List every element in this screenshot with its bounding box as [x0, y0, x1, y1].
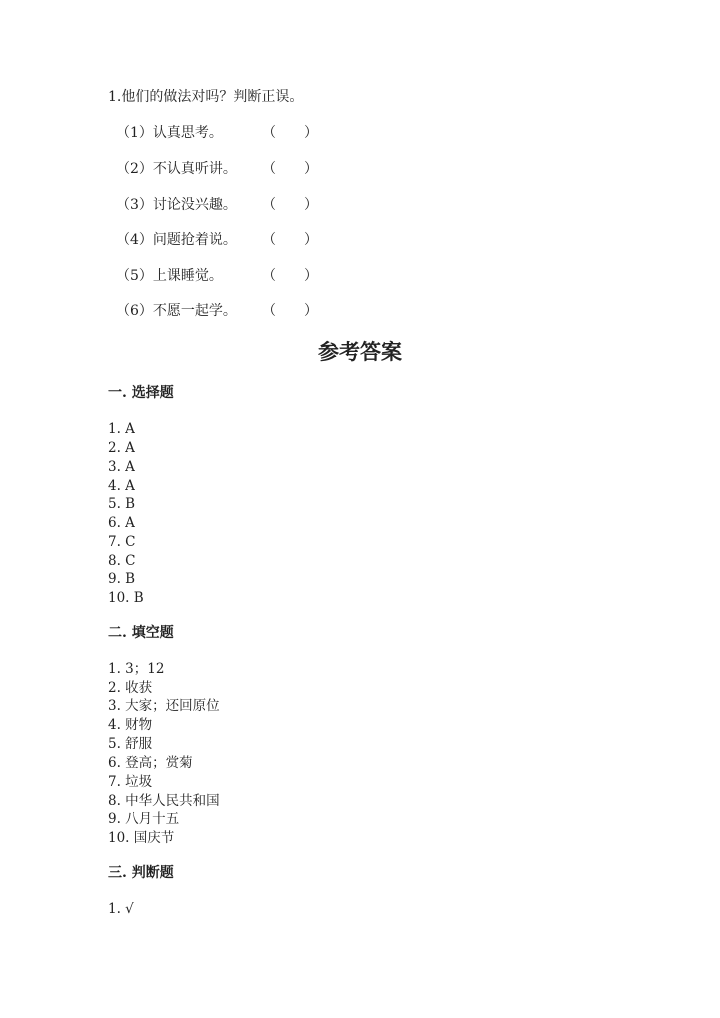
- answer-parentheses: （ ）: [262, 161, 318, 177]
- answer-line: 1. 3；12: [108, 661, 165, 677]
- answer-line: 9. 八月十五: [108, 811, 180, 827]
- answer-parentheses: （ ）: [262, 197, 318, 213]
- answer-line: 9. B: [108, 571, 136, 587]
- answer-line: 5. B: [108, 496, 136, 512]
- answer-parentheses: （ ）: [262, 232, 318, 248]
- question-item: [116, 124, 318, 142]
- answer-line: 10. 国庆节: [108, 830, 175, 846]
- answer-parentheses: （ ）: [262, 268, 318, 284]
- answer-parentheses: （ ）: [262, 303, 318, 319]
- answer-line: 1. A: [108, 421, 135, 437]
- answer-line: 5. 舒服: [108, 736, 153, 752]
- question-item-text: （5）上课睡觉。: [116, 268, 223, 284]
- question-item-text: （1）认真思考。: [116, 125, 223, 141]
- answer-line: 8. 中华人民共和国: [108, 793, 220, 809]
- section-heading: 二. 填空题: [108, 625, 174, 641]
- question-title: 1.他们的做法对吗？判断正误。: [108, 89, 304, 105]
- question-item: [116, 302, 318, 320]
- answer-parentheses: （ ）: [262, 125, 318, 141]
- question-item-text: （6）不愿一起学。: [116, 303, 237, 319]
- question-item-text: （3）讨论没兴趣。: [116, 197, 237, 213]
- answer-line: 1. √: [108, 901, 134, 917]
- answer-line: 3. 大家；还回原位: [108, 698, 220, 714]
- answer-line: 7. 垃圾: [108, 774, 153, 790]
- answer-line: 10. B: [108, 590, 144, 606]
- section-heading: 一. 选择题: [108, 385, 174, 401]
- answer-line: 7. C: [108, 534, 136, 550]
- question-item: [116, 231, 318, 249]
- answer-line: 4. 财物: [108, 717, 153, 733]
- answer-line: 2. A: [108, 440, 135, 456]
- answer-line: 2. 收获: [108, 680, 153, 696]
- question-item: [116, 160, 318, 178]
- answer-line: 6. 登高；赏菊: [108, 755, 193, 771]
- answer-line: 6. A: [108, 515, 135, 531]
- answer-line: 4. A: [108, 478, 135, 494]
- answer-key-title: 参考答案: [318, 339, 402, 364]
- section-heading: 三. 判断题: [108, 865, 174, 881]
- question-item: [116, 267, 318, 285]
- question-item-text: （4）问题抢着说。: [116, 232, 237, 248]
- question-item: [116, 196, 318, 214]
- answer-line: 8. C: [108, 553, 136, 569]
- question-item-text: （2）不认真听讲。: [116, 161, 237, 177]
- answer-line: 3. A: [108, 459, 135, 475]
